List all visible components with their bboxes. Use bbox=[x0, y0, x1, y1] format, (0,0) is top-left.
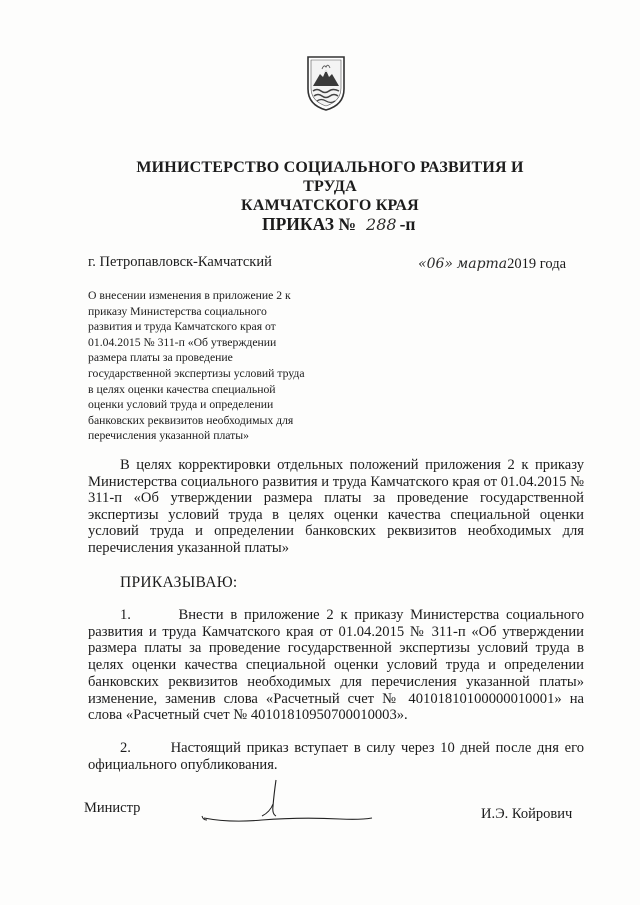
subject-line: в целях оценки качества специальной bbox=[88, 382, 276, 396]
order-item-number: 1. bbox=[120, 607, 131, 623]
signer-name: И.Э. Койрович bbox=[481, 806, 573, 822]
subject-line: приказу Министерства социального bbox=[88, 304, 267, 318]
date-year: 2019 года bbox=[507, 256, 567, 272]
date-month-handwritten: марта bbox=[456, 256, 508, 272]
date-close-quote: » bbox=[444, 256, 453, 272]
date-open-quote: « bbox=[418, 256, 427, 272]
order-item-1 bbox=[88, 607, 584, 724]
order-title: ПРИКАЗ № bbox=[262, 214, 357, 234]
order-suffix: -п bbox=[399, 214, 416, 234]
signer-position: Министр bbox=[84, 800, 141, 816]
subject-line: оценки условий труда и определении bbox=[88, 398, 274, 412]
coat-of-arms-emblem bbox=[306, 55, 346, 111]
subject-line: 01.04.2015 № 311-п «Об утверждении bbox=[88, 335, 277, 349]
order-heading bbox=[262, 214, 415, 235]
subject-line: О внесении изменения в приложение 2 к bbox=[88, 289, 291, 302]
order-item-number: 2. bbox=[120, 740, 131, 756]
date-day-handwritten: 06 bbox=[426, 256, 445, 272]
ministry-name-line-2: КАМЧАТСКОГО КРАЯ bbox=[241, 197, 419, 214]
order-item-text: Внести в приложение 2 к приказу Министерства социального развития и труда Камчатского края от 01.04.2015 № 311-п «Об утверждении размера платы за проведение государственной экспертизы условий труда в целях оценки качества специальной оценки условий труда и определении банковских реквизитов необходимых для перечисления указанной платы» изменение, заменив слова «Расчетный счет № 40101810100000010001» на слова «Расчетный счет № 40101810950700010003». bbox=[88, 607, 584, 724]
subject-line: государственной экспертизы условий труда bbox=[88, 366, 305, 380]
order-item-2 bbox=[88, 740, 584, 773]
order-date bbox=[418, 256, 566, 273]
ministry-name-line-1: МИНИСТЕРСТВО СОЦИАЛЬНОГО РАЗВИТИЯ И ТРУДА bbox=[136, 159, 524, 195]
order-directive-word: ПРИКАЗЫВАЮ: bbox=[120, 574, 238, 591]
subject-line: развития и труда Камчатского края от bbox=[88, 320, 276, 334]
ministry-header bbox=[110, 158, 550, 215]
subject-line: банковских реквизитов необходимых для bbox=[88, 413, 294, 427]
order-number-handwritten: 288 bbox=[366, 215, 397, 234]
order-item-text: Настоящий приказ вступает в силу через 10 дней после дня его официального опубликования. bbox=[88, 740, 584, 773]
handwritten-signature bbox=[200, 778, 380, 828]
subject-line: размера платы за проведение bbox=[88, 351, 233, 365]
city-name: г. Петропавловск-Камчатский bbox=[88, 254, 272, 270]
order-subject bbox=[88, 288, 330, 444]
preamble-paragraph: В целях корректировки отдельных положений приложения 2 к приказу Министерства социального развития и труда Камчатского края от 01.04.2015 № 311-п «Об утверждении размера платы за проведение государственной экспертизы условий труда в целях оценки качества специальной оценки условий труда и определении банковских реквизитов необходимых для перечисления указанной платы» bbox=[88, 457, 584, 556]
subject-line: перечисления указанной платы» bbox=[88, 429, 249, 443]
